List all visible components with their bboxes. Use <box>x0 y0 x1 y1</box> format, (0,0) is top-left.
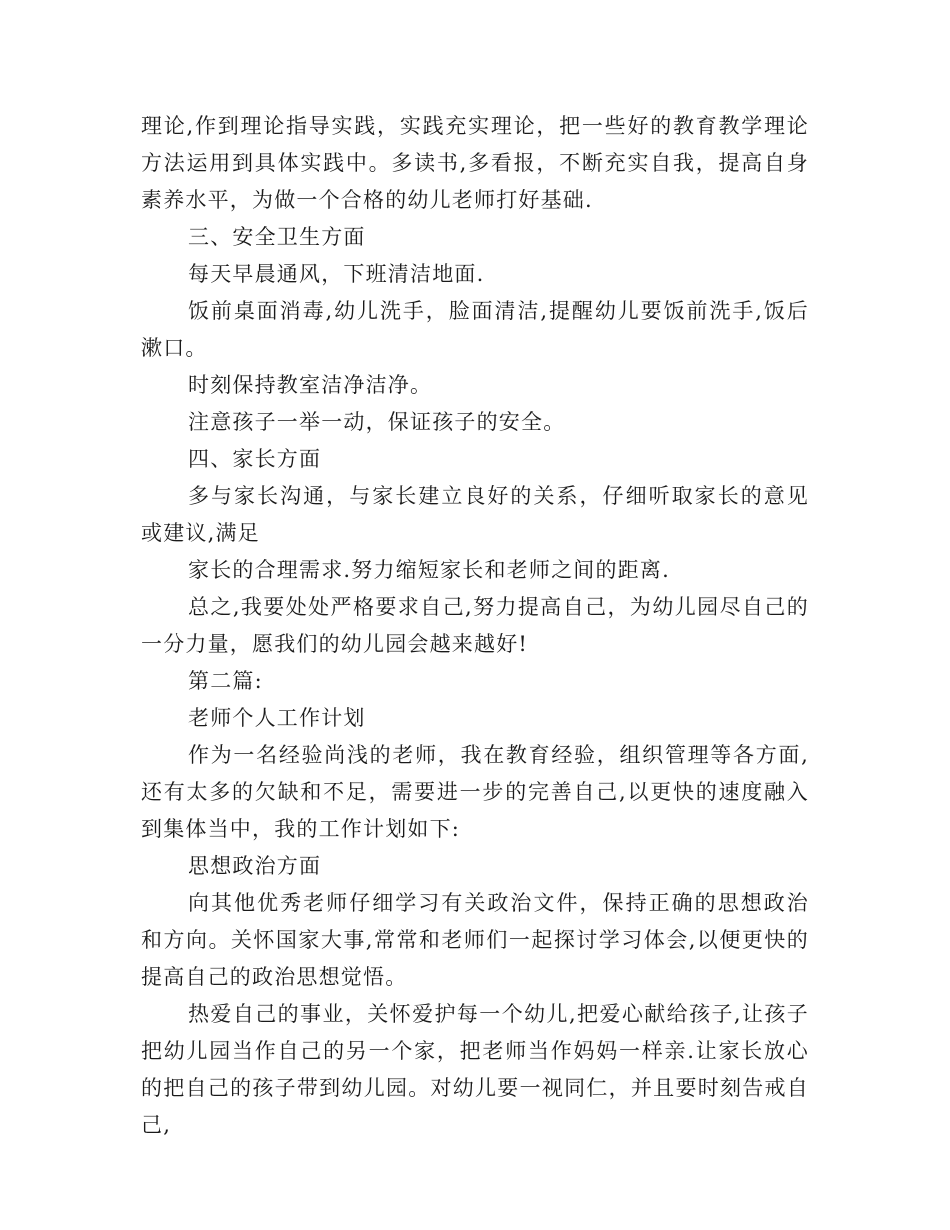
paragraph: 家长的合理需求.努力缩短家长和老师之间的距离. <box>188 558 670 582</box>
paragraph: 热爱自己的事业，关怀爱护每一个幼儿,把爱心献给孩子,让孩子把幼儿园当作自己的另一个家，把老师当作妈妈一样亲.让家长放心的把自己的孩子带到幼儿园。对幼儿要一视同仁，并且要时刻告戒自己, <box>141 1002 809 1137</box>
paragraph: 作为一名经验尚浅的老师，我在教育经验，组织管理等各方面,还有太多的欠缺和不足，需要进一步的完善自己,以更快的速度融入到集体当中，我的工作计划如下: <box>141 743 809 841</box>
paragraph: 饭前桌面消毒,幼儿洗手，脸面清洁,提醒幼儿要饭前洗手,饭后漱口。 <box>141 299 809 360</box>
document-body <box>141 108 809 1144</box>
paragraph: 向其他优秀老师仔细学习有关政治文件，保持正确的思想政治和方向。关怀国家大事,常常和老师们一起探讨学习体会,以便更快的提高自己的政治思想觉悟。 <box>141 891 809 989</box>
chapter-title: 老师个人工作计划 <box>188 706 366 730</box>
section-heading-safety-hygiene: 三、安全卫生方面 <box>188 225 366 249</box>
paragraph: 多与家长沟通，与家长建立良好的关系，仔细听取家长的意见或建议,满足 <box>141 484 809 545</box>
section-heading-politics: 思想政治方面 <box>188 854 322 878</box>
paragraph-continuation: 理论,作到理论指导实践，实践充实理论，把一些好的教育教学理论方法运用到具体实践中。多读书,多看报，不断充实自我，提高自身素养水平，为做一个合格的幼儿老师打好基础. <box>141 114 809 212</box>
chapter-label: 第二篇: <box>188 669 263 693</box>
paragraph: 每天早晨通风，下班清洁地面. <box>188 262 485 286</box>
paragraph: 注意孩子一举一动，保证孩子的安全。 <box>188 410 566 434</box>
paragraph: 时刻保持教室洁净洁净。 <box>188 373 433 397</box>
paragraph-conclusion: 总之,我要处处严格要求自己,努力提高自己，为幼儿园尽自己的一分力量，愿我们的幼儿园会越来越好! <box>141 595 809 656</box>
section-heading-parents: 四、家长方面 <box>188 447 322 471</box>
